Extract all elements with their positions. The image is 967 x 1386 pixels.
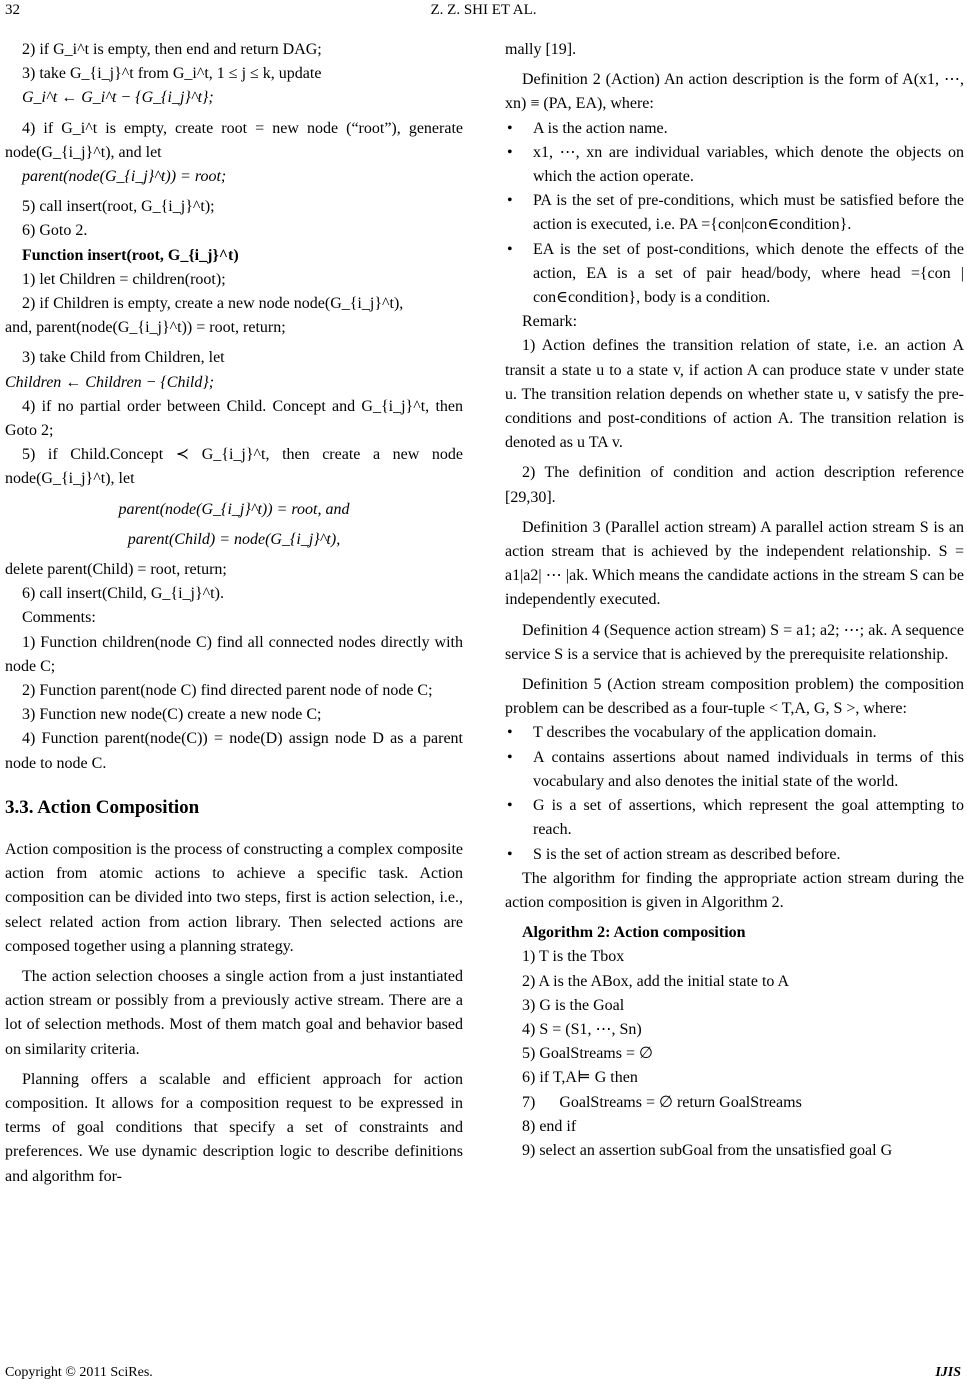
list-item: • A is the action name. [505,117,964,141]
step-text: 4) if G_i^t is empty, create root = new node (“root”), generate node(G_{i_j}^t), and let [5,119,463,161]
equation: parent(node(G_{i_j}^t)) = root, and [118,500,350,518]
algorithm-step: 6) if T,A⊨ G then [522,1069,638,1087]
remark-text: 1) Action defines the transition relation of state, i.e. an action A transit a state u to a state v, if action A can produce state v under state u. The transition relation depends on whether state u, v satisfy the pre-conditions and post-conditions of action A. The transition relation is denoted as u TA v. [505,337,964,452]
page-number: 32 [5,2,20,18]
bullet-icon: • [507,797,513,815]
bullet-icon: • [507,845,513,863]
remark-text: 2) The definition of condition and action description reference [29,30]. [505,464,964,506]
section-heading: 3.3. Action Composition [5,796,200,818]
comment-text: 3) Function new node(C) create a new node C; [22,706,322,724]
step-text: 4) if no partial order between Child. Concept and G_{i_j}^t, then Goto 2; [5,397,463,440]
algorithm-step: 1) T is the Tbox [522,948,625,966]
algorithm-step: 7) GoalStreams = ∅ return GoalStreams [522,1093,802,1111]
algorithm-step: 9) select an assertion subGoal from the unsatisfied goal G [522,1141,893,1159]
equation: Children ← Children − {Child}; [5,373,215,391]
step-text: 1) let Children = children(root); [22,270,226,288]
comment-text: 2) Function parent(node C) find directed parent node of node C; [22,682,433,700]
step-text: 2) if Children is empty, create a new node node(G_{i_j}^t), [22,295,404,313]
comment-text: 4) Function parent(node(C)) = node(D) assign node D as a parent node to node C. [5,730,463,772]
body-text: mally [19]. [505,41,577,58]
step-text: 6) Goto 2. [22,222,88,240]
body-paragraph: Action composition is the process of constructing a complex composite action from atomic actions to achieve a specific task. Action composition can be divided into two steps, first is action selection, i.e., select related action from action library. Then selected actions are composed together using a planning strategy. [5,840,463,955]
list-item: • A contains assertions about named individuals in terms of this vocabulary and also denotes the initial state of the world. [505,746,964,794]
algorithm-step: 8) end if [522,1117,577,1135]
step-text: 6) call insert(Child, G_{i_j}^t). [22,585,224,603]
equation: parent(node(G_{i_j}^t)) = root; [22,168,227,186]
definition: Definition 5 (Action stream composition problem) the composition problem can be described as a four-tuple < T,A, G, S >, where: [505,676,964,718]
algorithm-title: Algorithm 2: Action composition [522,924,746,942]
step-text: 5) call insert(root, G_{i_j}^t); [22,198,215,216]
bullet-icon: • [507,724,513,742]
bullet-icon: • [507,143,513,161]
algorithm-step: 2) A is the ABox, add the initial state to A [522,972,790,990]
step-text: and, parent(node(G_{i_j}^t)) = root, return; [5,319,286,337]
equation: parent(Child) = node(G_{i_j}^t), [127,530,341,548]
algorithm-step: 3) G is the Goal [522,996,625,1014]
step-text: delete parent(Child) = root, return; [5,561,227,579]
running-header-authors: Z. Z. SHI ET AL. [430,2,537,18]
remark-label: Remark: [522,313,578,331]
bullet-icon: • [507,240,513,258]
definition-list [505,117,964,311]
bullet-icon: • [507,748,513,766]
list-item: • S is the set of action stream as described before. [505,843,964,867]
step-text: 2) if G_i^t is empty, then end and return DAG; [22,41,322,58]
list-item: • G is a set of assertions, which represent the goal attempting to reach. [505,794,964,842]
step-text: 3) take Child from Children, let [22,349,225,367]
tuple-list [505,721,964,866]
comment-text: 1) Function children(node C) find all connected nodes directly with node C; [5,633,463,675]
list-item: • EA is the set of post-conditions, which denote the effects of the action, EA is a set of pair head/body, where head ={con | con∈condition}, body is a condition. [505,238,964,311]
definition: Definition 2 (Action) An action description is the form of A(x1, ⋯, xn) ≡ (PA, EA), where: [505,71,964,113]
algorithm-step: 4) S = (S1, ⋯, Sn) [522,1020,642,1038]
list-item: • PA is the set of pre-conditions, which must be satisfied before the action is executed, i.e. PA ={con|con∈condition}. [505,189,964,237]
step-text: 3) take G_{i_j}^t from G_i^t, 1 ≤ j ≤ k, update [22,65,322,83]
journal-abbrev: IJIS [935,1365,961,1380]
function-heading: Function insert(root, G_{i_j}^t) [22,246,239,264]
definition: Definition 4 (Sequence action stream) S = a1; a2; ⋯; ak. A sequence service S is a service that is achieved by the prerequisite relationship. [505,621,964,663]
list-item: • x1, ⋯, xn are individual variables, which denote the objects on which the action operate. [505,141,964,189]
algorithm-block [505,921,964,1163]
body-paragraph: Planning offers a scalable and efficient approach for action composition. It allows for a composition request to be expressed in terms of goal conditions that specify a set of constraints and preferences. We use dynamic description logic to describe definitions and algorithm for- [5,1070,463,1185]
bullet-icon: • [507,119,513,137]
algorithm-step: 5) GoalStreams = ∅ [522,1045,653,1063]
comments-label: Comments: [22,609,96,627]
equation: G_i^t ← G_i^t − {G_{i_j}^t}; [22,89,214,107]
step-text: 5) if Child.Concept ≺ G_{i_j}^t, then create a new node node(G_{i_j}^t), let [5,446,463,488]
bullet-icon: • [507,192,513,210]
left-column [5,38,463,1189]
right-column [505,38,964,1163]
body-text: The algorithm for finding the appropriate action stream during the action composition is given in Algorithm 2. [505,869,964,911]
copyright-notice: Copyright © 2011 SciRes. [5,1365,153,1380]
body-paragraph: The action selection chooses a single action from a just instantiated action stream or possibly from a previously active stream. There are a lot of selection methods. Most of them match goal and behavior based on similarity criteria. [5,967,463,1058]
definition: Definition 3 (Parallel action stream) A parallel action stream S is an action stream that is achieved by the independent relationship. S = a1|a2| ⋯ |ak. Which means the candidate actions in the stream S can be independently executed. [505,518,964,609]
list-item: • T describes the vocabulary of the application domain. [505,721,964,745]
